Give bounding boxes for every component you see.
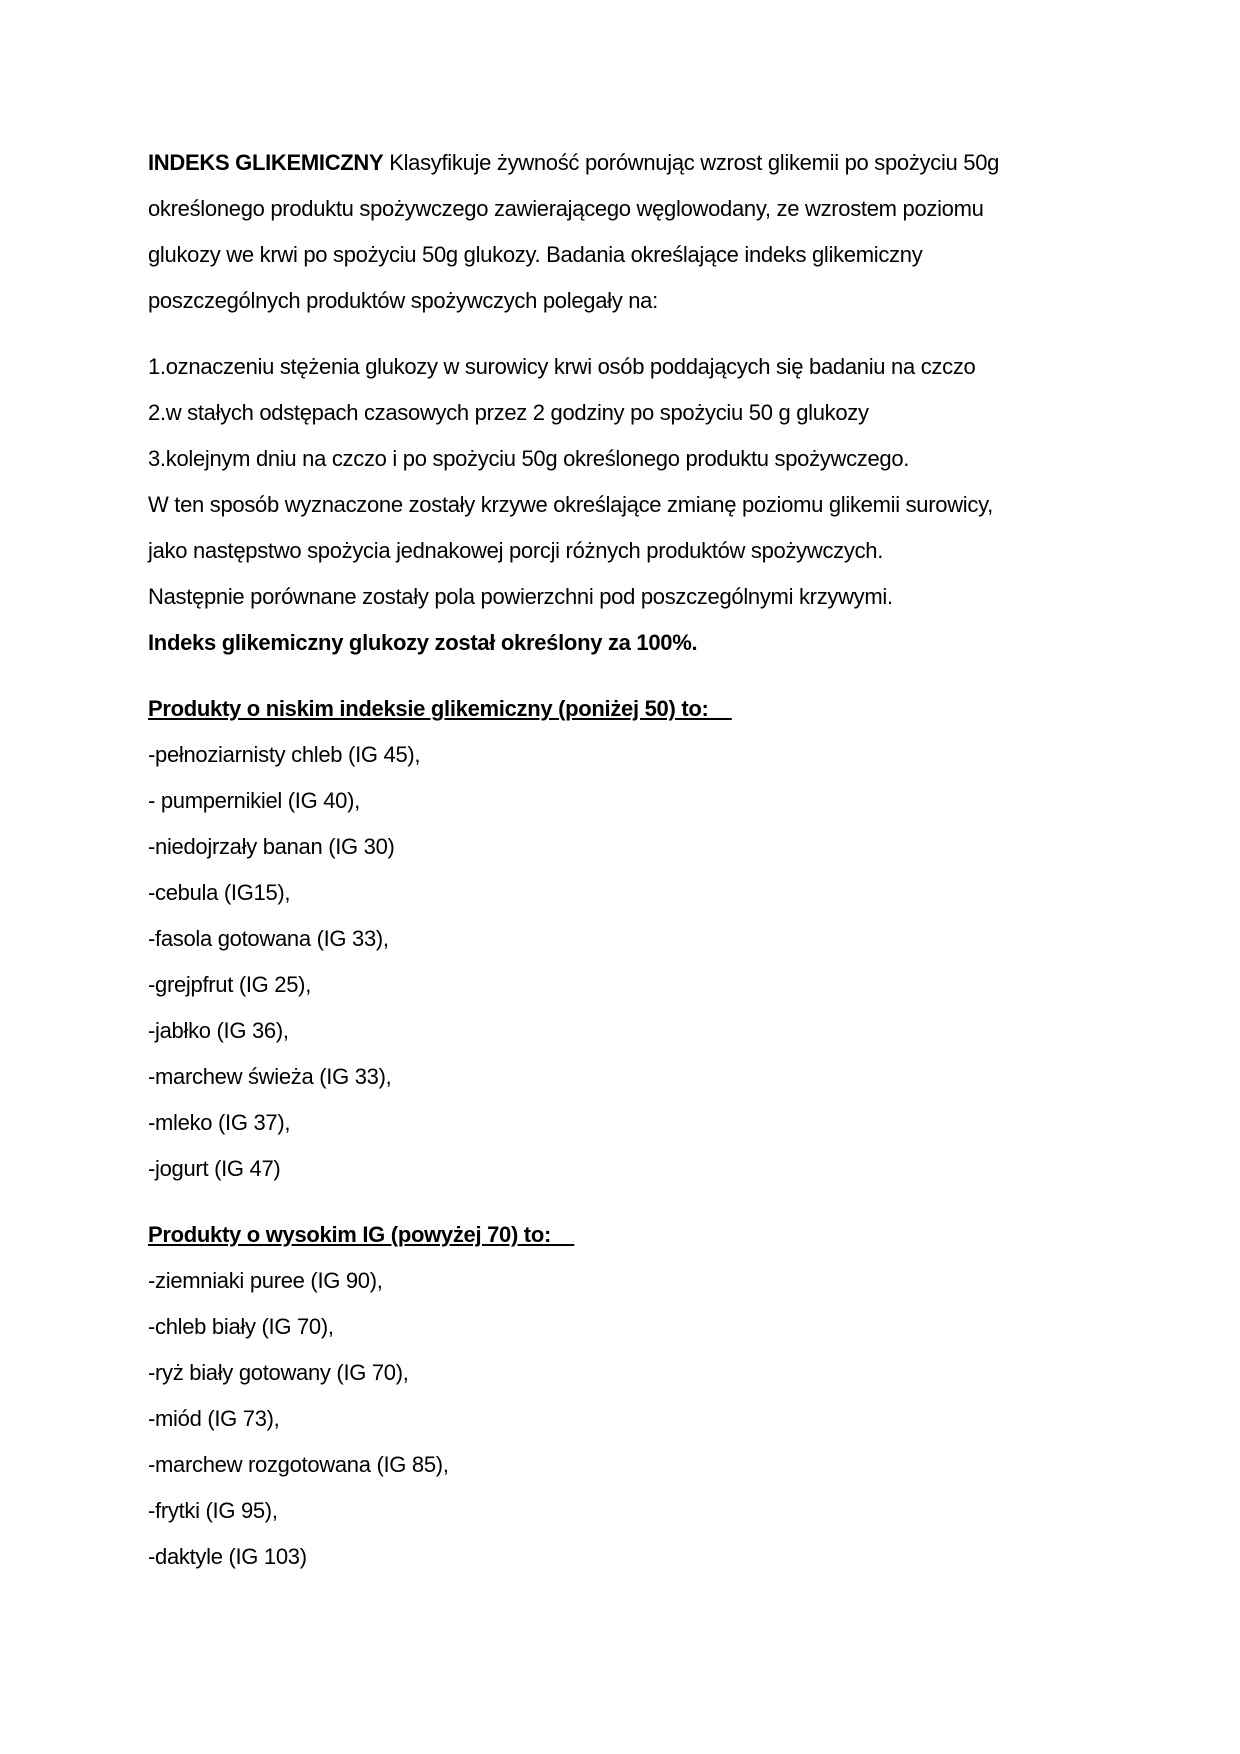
step-line: 1.oznaczeniu stężenia glukozy w surowicy krwi osób poddających się badaniu na czczo bbox=[148, 354, 976, 379]
step-line: 3.kolejnym dniu na czczo i po spożyciu 50g określonego produktu spożywczego. bbox=[148, 446, 910, 471]
list-item: -frytki (IG 95), bbox=[148, 1498, 278, 1523]
step-line: Następnie porównane zostały pola powierzchni pod poszczególnymi krzywymi. bbox=[148, 584, 893, 609]
intro-line: Klasyfikuje żywność porównując wzrost glikemii po spożyciu 50g bbox=[383, 150, 1000, 175]
list-item: -daktyle (IG 103) bbox=[148, 1544, 307, 1569]
low-ig-heading: Produkty o niskim indeksie glikemiczny (poniżej 50) to: bbox=[148, 696, 732, 721]
list-item: -miód (IG 73), bbox=[148, 1406, 280, 1431]
list-item: -grejpfrut (IG 25), bbox=[148, 972, 312, 997]
intro-paragraph bbox=[148, 140, 1098, 324]
intro-term: INDEKS GLIKEMICZNY bbox=[148, 150, 384, 175]
list-item: -ryż biały gotowany (IG 70), bbox=[148, 1360, 409, 1385]
list-item: -pełnoziarnisty chleb (IG 45), bbox=[148, 742, 421, 767]
intro-line: poszczególnych produktów spożywczych polegały na: bbox=[148, 288, 658, 313]
list-item: -ziemniaki puree (IG 90), bbox=[148, 1268, 383, 1293]
high-ig-heading: Produkty o wysokim IG (powyżej 70) to: bbox=[148, 1222, 575, 1247]
list-item: -jabłko (IG 36), bbox=[148, 1018, 289, 1043]
step-line: W ten sposób wyznaczone zostały krzywe określające zmianę poziomu glikemii surowicy, bbox=[148, 492, 993, 517]
list-item: -fasola gotowana (IG 33), bbox=[148, 926, 389, 951]
list-item: -niedojrzały banan (IG 30) bbox=[148, 834, 395, 859]
intro-line: określonego produktu spożywczego zawierającego węglowodany, ze wzrostem poziomu bbox=[148, 196, 984, 221]
list-item: - pumpernikiel (IG 40), bbox=[148, 788, 360, 813]
step-line: 2.w stałych odstępach czasowych przez 2 godziny po spożyciu 50 g glukozy bbox=[148, 400, 869, 425]
list-item: -marchew świeża (IG 33), bbox=[148, 1064, 392, 1089]
list-item: -cebula (IG15), bbox=[148, 880, 291, 905]
list-item: -jogurt (IG 47) bbox=[148, 1156, 281, 1181]
high-ig-section bbox=[148, 1212, 1098, 1580]
list-item: -chleb biały (IG 70), bbox=[148, 1314, 334, 1339]
step-line: jako następstwo spożycia jednakowej porcji różnych produktów spożywczych. bbox=[148, 538, 884, 563]
document-page bbox=[148, 140, 1098, 1580]
low-ig-section bbox=[148, 686, 1098, 1192]
intro-line: glukozy we krwi po spożyciu 50g glukozy. Badania określające indeks glikemiczny bbox=[148, 242, 923, 267]
procedure-steps bbox=[148, 344, 1098, 666]
list-item: -mleko (IG 37), bbox=[148, 1110, 291, 1135]
list-item: -marchew rozgotowana (IG 85), bbox=[148, 1452, 449, 1477]
conclusion: Indeks glikemiczny glukozy został określony za 100%. bbox=[148, 630, 698, 655]
